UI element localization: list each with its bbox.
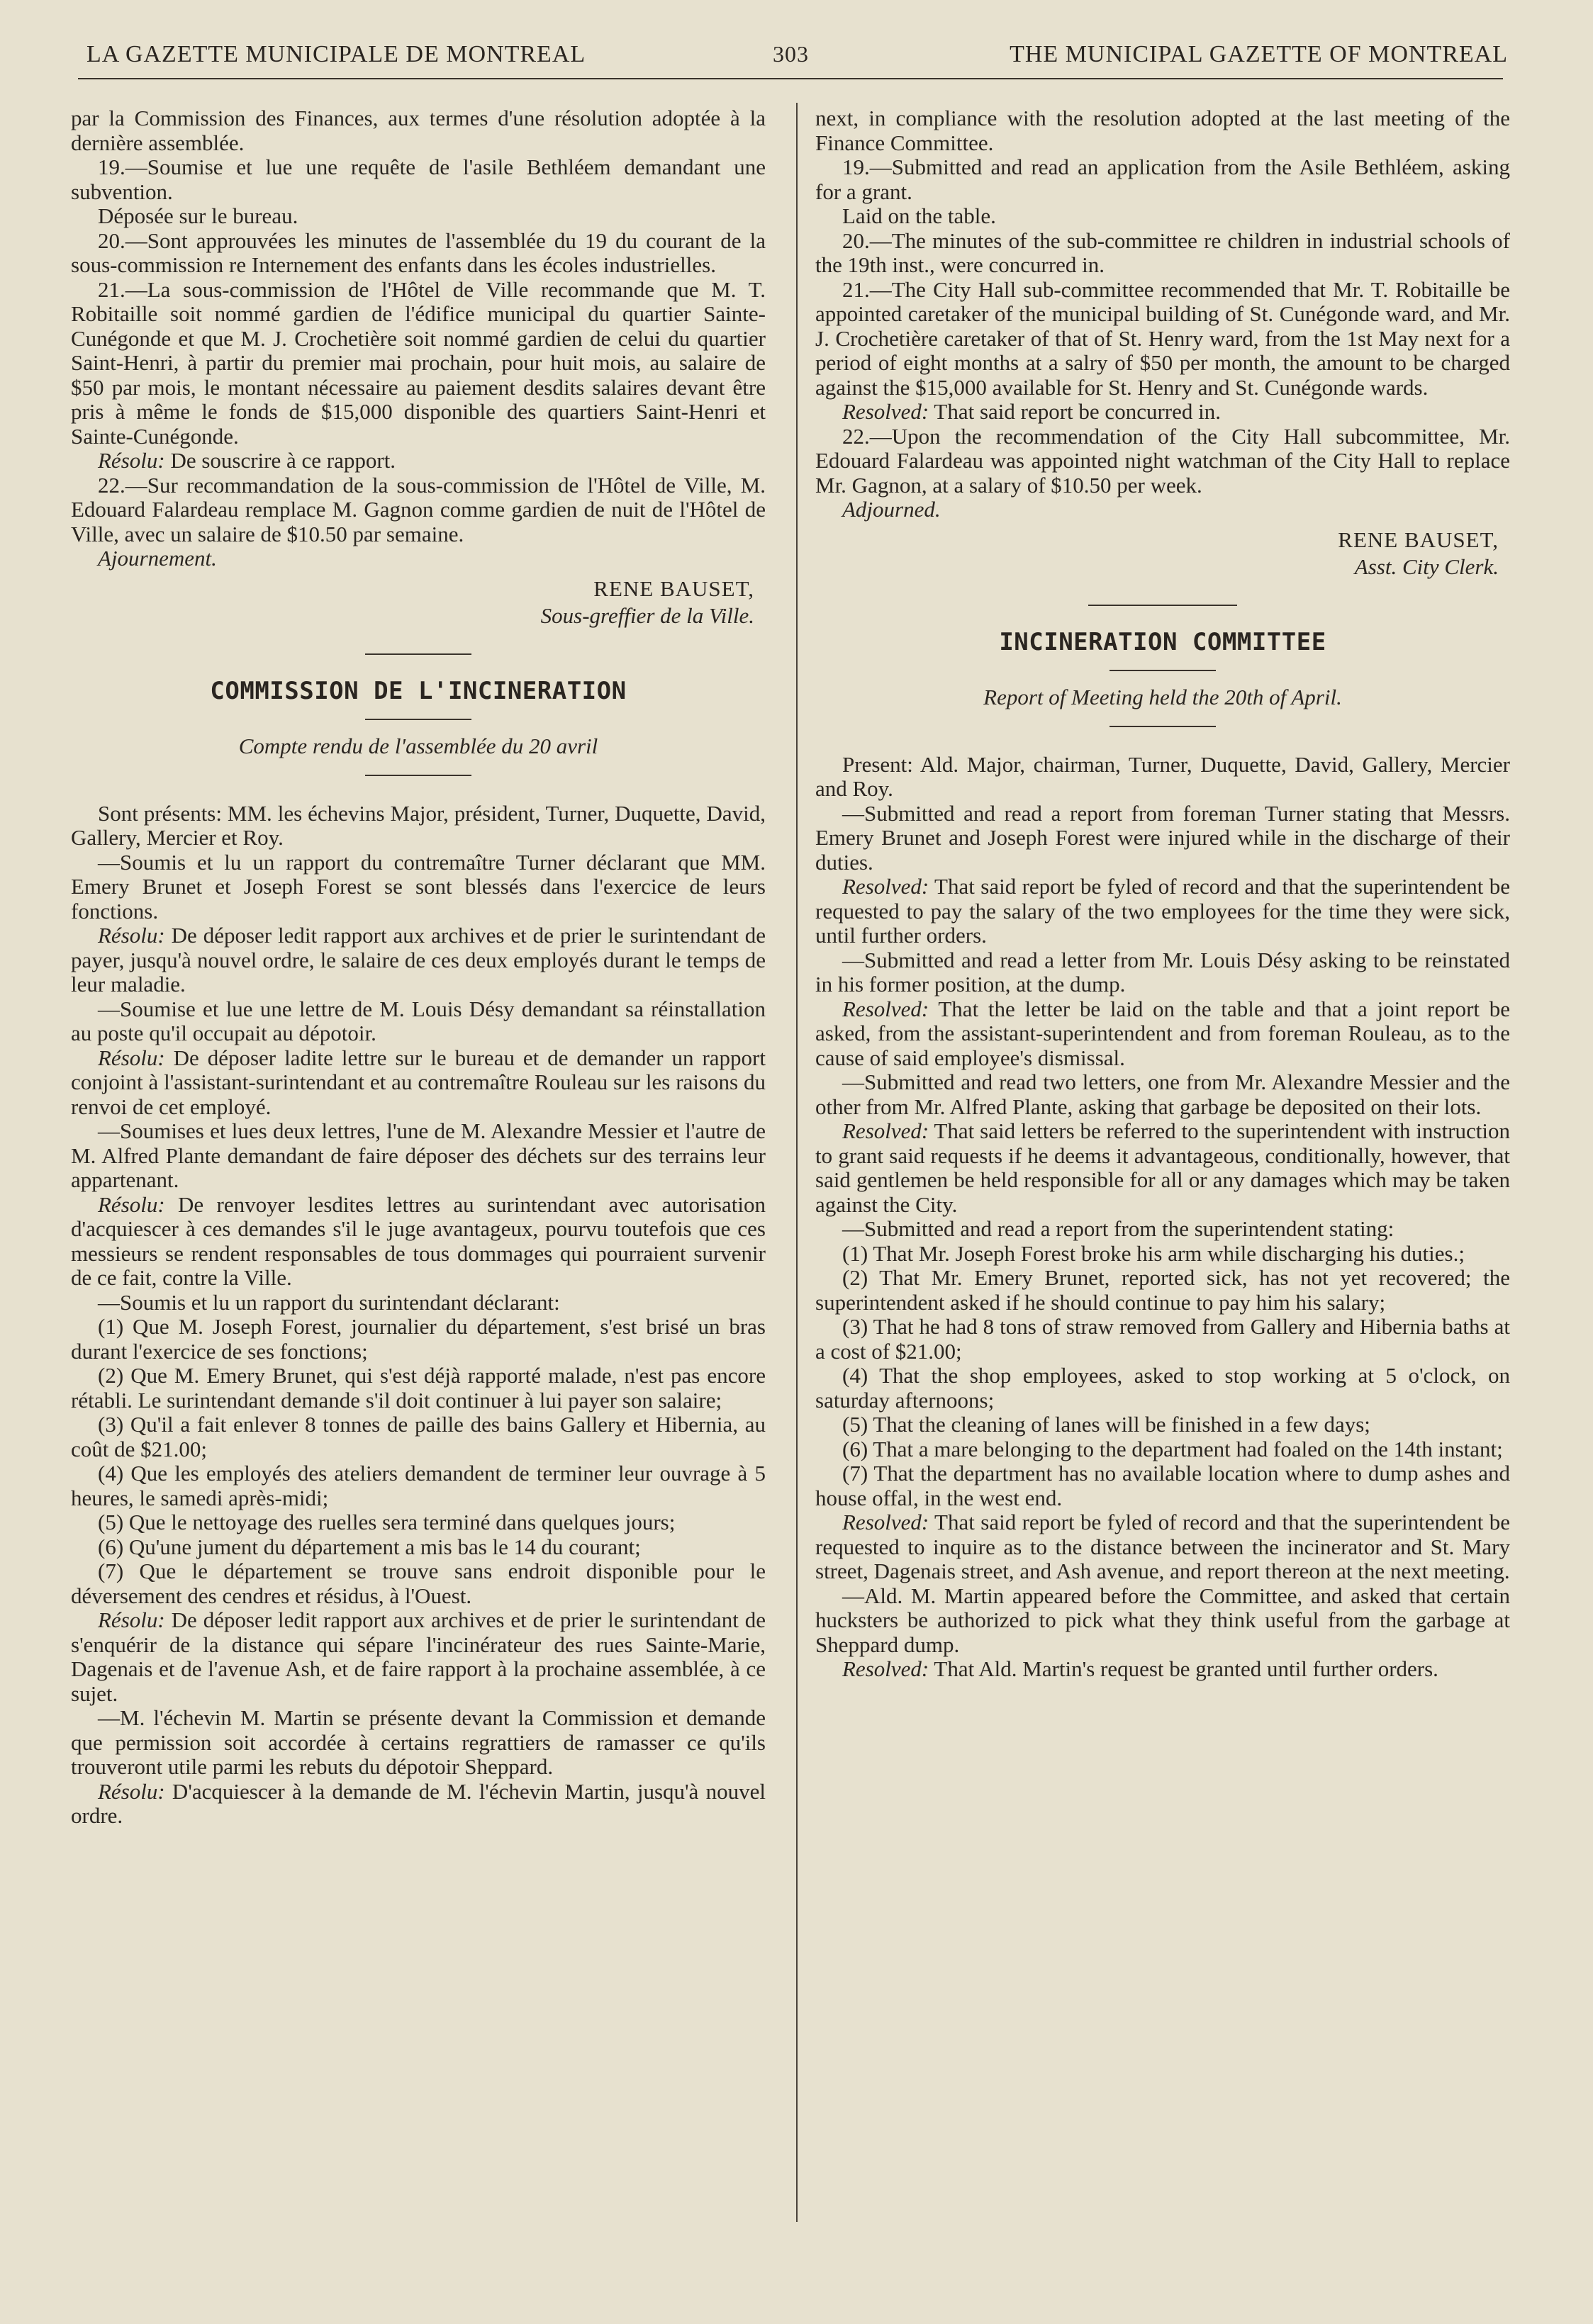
paragraph: —Soumis et lu un rapport du surintendant déclarant: bbox=[98, 1289, 560, 1315]
section-divider bbox=[1109, 726, 1216, 727]
signature-title: Asst. City Clerk. bbox=[1354, 554, 1499, 579]
paragraph: 20.—The minutes of the sub-committee re children in industrial schools of the 19th inst., were concurred in. bbox=[815, 228, 1510, 277]
resolution-text: D'acquiescer à la demande de M. l'échevin Martin, jusqu'à nouvel ordre. bbox=[71, 1778, 766, 1828]
resolution-label: Résolu: bbox=[98, 1778, 165, 1804]
list-item: (6) Qu'une jument du département a mis bas le 14 du courant; bbox=[98, 1534, 641, 1559]
paragraph: 21.—The City Hall sub-committee recommended that Mr. T. Robitaille be appointed caretaker of the municipal building of St. Cunégonde ward, and Mr. J. Crochetière caretaker of that of St. Henry ward, from the 1st May next for a period of eight months at a salry of $50 per month, the amount to be charged against the $15,000 available for St. Henry and St. Cunégonde wards. bbox=[815, 276, 1510, 400]
section-divider bbox=[1088, 605, 1237, 606]
list-item: (4) That the shop employees, asked to stop working at 5 o'clock, on saturday afternoons; bbox=[815, 1363, 1510, 1413]
section-title: INCINERATION COMMITTEE bbox=[999, 627, 1326, 656]
resolution-label: Resolved: bbox=[842, 874, 929, 899]
section-subtitle: Compte rendu de l'assemblée du 20 avril bbox=[238, 734, 598, 758]
paragraph: —Soumise et lue une lettre de M. Louis Désy demandant sa réinstallation au poste qu'il occupait au dépotoir. bbox=[71, 996, 766, 1045]
resolution-paragraph bbox=[71, 449, 766, 473]
list-item: (3) Qu'il a fait enlever 8 tonnes de paille des bains Gallery et Hibernia, au coût de $21.00; bbox=[71, 1412, 766, 1461]
resolution-paragraph bbox=[71, 1193, 766, 1291]
english-column bbox=[815, 106, 1510, 1682]
signature-name: RENE BAUSET, bbox=[1338, 527, 1499, 552]
signature-name: RENE BAUSET, bbox=[593, 576, 754, 601]
adjournment: Adjourned. bbox=[842, 497, 941, 522]
list-item: (1) That Mr. Joseph Forest broke his arm while discharging his duties.; bbox=[842, 1240, 1465, 1266]
list-item: (2) That Mr. Emery Brunet, reported sick, has not yet recovered; the superintendent asked if he should continue to pay him his salary; bbox=[815, 1265, 1510, 1315]
resolution-label: Résolu: bbox=[98, 448, 165, 473]
resolution-label: Résolu: bbox=[98, 1045, 165, 1070]
resolution-paragraph bbox=[815, 1119, 1510, 1217]
resolution-text: De déposer ledit rapport aux archives et de prier le surintendant de s'enquérir de la distance qui sépare l'incinérateur des rues Sainte-Marie, Dagenais et de l'avenue Ash, et de faire rapport à la prochaine assemblée, à ce sujet. bbox=[71, 1607, 766, 1706]
signature-block bbox=[71, 576, 766, 629]
list-item: (2) Que M. Emery Brunet, qui s'est déjà rapporté malade, n'est pas encore rétabli. Le surintendant demande s'il doit continuer à lui payer son salaire; bbox=[71, 1363, 766, 1413]
resolution-paragraph bbox=[815, 875, 1510, 948]
paragraph: 21.—La sous-commission de l'Hôtel de Ville recommande que M. T. Robitaille soit nommé gardien de l'édifice municipal du quartier Sainte-Cunégonde et que M. J. Crochetière soit nommé gardien de celui du quartier Saint-Henri, à partir du premier mai prochain, pour huit mois, au salaire de $50 par mois, le montant nécessaire au paiement desdits salaires devant être pris à même le fonds de $15,000 disponible des quartiers Saint-Henri et Sainte-Cunégonde. bbox=[71, 276, 766, 449]
list-item: (1) Que M. Joseph Forest, journalier du département, s'est brisé un bras durant l'exercice de ses fonctions; bbox=[71, 1314, 766, 1364]
resolution-paragraph bbox=[815, 1657, 1510, 1682]
resolution-text: De déposer ladite lettre sur le bureau et de demander un rapport conjoint à l'assistant-surintendant et au contremaître Rouleau sur les raisons du renvoi de cet employé. bbox=[71, 1045, 766, 1119]
paragraph: 22.—Sur recommandation de la sous-commission de l'Hôtel de Ville, M. Edouard Falardeau remplace M. Gagnon comme gardien de nuit de l'Hôtel de Ville, avec un salaire de $10.50 par semaine. bbox=[71, 472, 766, 546]
paragraph: 19.—Submitted and read an application from the Asile Bethléem, asking for a grant. bbox=[815, 155, 1510, 204]
resolution-paragraph bbox=[71, 1046, 766, 1120]
paragraph: —Submitted and read two letters, one from Mr. Alexandre Messier and the other from Mr. Alfred Plante, asking that garbage be deposited on their lots. bbox=[815, 1070, 1510, 1119]
resolution-label: Résolu: bbox=[98, 1191, 165, 1217]
section-divider bbox=[1109, 670, 1216, 671]
paragraph: —Soumises et lues deux lettres, l'une de M. Alexandre Messier et l'autre de M. Alfred Plante demandant de faire déposer des déchets sur des terrains leur appartenant. bbox=[71, 1118, 766, 1192]
resolution-paragraph bbox=[71, 1780, 766, 1829]
resolution-text: De souscrire à ce rapport. bbox=[164, 448, 396, 473]
paragraph: Present: Ald. Major, chairman, Turner, Duquette, David, Gallery, Mercier and Roy. bbox=[815, 751, 1510, 801]
resolution-label: Resolved: bbox=[842, 1510, 929, 1534]
column-separator bbox=[796, 103, 798, 2222]
resolution-label: Résolu: bbox=[98, 1607, 165, 1632]
list-item: (6) That a mare belonging to the department had foaled on the 14th instant; bbox=[842, 1436, 1503, 1461]
header-rule bbox=[78, 78, 1503, 79]
adjournment: Ajournement. bbox=[98, 546, 217, 571]
section-divider bbox=[365, 775, 471, 776]
resolution-paragraph bbox=[815, 1510, 1510, 1584]
paragraph: —Ald. M. Martin appeared before the Committee, and asked that certain hucksters be authorized to pick what they think useful from the garbage at Sheppard dump. bbox=[815, 1583, 1510, 1657]
paragraph: next, in compliance with the resolution adopted at the last meeting of the Finance Committee. bbox=[815, 106, 1510, 155]
section-subtitle: Report of Meeting held the 20th of April. bbox=[983, 685, 1342, 709]
list-item: (7) That the department has no available location where to dump ashes and house offal, in the west end. bbox=[815, 1461, 1510, 1510]
resolution-paragraph bbox=[815, 400, 1510, 425]
resolution-text: That said report be fyled of record and that the superintendent be requested to pay the salary of the two employees for the time they were sick, until further orders. bbox=[815, 874, 1510, 948]
paragraph: Sont présents: MM. les échevins Major, président, Turner, Duquette, David, Gallery, Mercier et Roy. bbox=[71, 800, 766, 850]
french-column bbox=[71, 106, 766, 1829]
signature-title: Sous-greffier de la Ville. bbox=[540, 602, 754, 628]
paragraph: —Submitted and read a report from foreman Turner stating that Messrs. Emery Brunet and Joseph Forest were injured while in the discharge of their duties. bbox=[815, 800, 1510, 875]
section-divider bbox=[365, 719, 471, 720]
header-english-title: THE MUNICIPAL GAZETTE OF MONTREAL bbox=[1010, 41, 1508, 67]
page-header bbox=[78, 41, 1515, 77]
resolution-text: De déposer ledit rapport aux archives et de prier le surintendant de payer, jusqu'à nouvel ordre, le salaire de ces deux employés durant le temps de leur maladie. bbox=[71, 923, 766, 997]
resolution-label: Resolved: bbox=[842, 996, 929, 1021]
paragraph: —M. l'échevin M. Martin se présente devant la Commission et demande que permission soit accordée à certains regrattiers de ramasser ce qu'ils trouveront utile parmi les rebuts du dépotoir Sheppard. bbox=[71, 1705, 766, 1779]
paragraph: —Soumis et lu un rapport du contremaître Turner déclarant que MM. Emery Brunet et Joseph Forest se sont blessés dans l'exercice de leurs fonctions. bbox=[71, 849, 766, 924]
list-item: (4) Que les employés des ateliers demandent de terminer leur ouvrage à 5 heures, le samedi après-midi; bbox=[71, 1461, 766, 1510]
section-divider bbox=[365, 653, 471, 655]
resolution-paragraph bbox=[71, 924, 766, 997]
resolution-label: Resolved: bbox=[842, 1656, 929, 1681]
list-item: (5) Que le nettoyage des ruelles sera terminé dans quelques jours; bbox=[98, 1510, 676, 1534]
resolution-text: That the letter be laid on the table and that a joint report be asked, from the assistant-superintendent and from foreman Rouleau, as to the cause of said employee's dismissal. bbox=[815, 996, 1510, 1070]
resolution-text: De renvoyer lesdites lettres au surintendant avec autorisation d'acquiescer à ces demandes s'il le juge avantageux, pourvu toutefois que ces messieurs se rendent responsables de tous dommages qui pourraient survenir de ce fait, contre la Ville. bbox=[71, 1191, 766, 1290]
paragraph: —Submitted and read a letter from Mr. Louis Désy asking to be reinstated in his former position, at the dump. bbox=[815, 947, 1510, 997]
list-item: (3) That he had 8 tons of straw removed from Gallery and Hibernia baths at a cost of $21.00; bbox=[815, 1314, 1510, 1364]
resolution-paragraph bbox=[71, 1608, 766, 1706]
resolution-label: Resolved: bbox=[842, 1118, 929, 1143]
resolution-text: That said letters be referred to the superintendent with instruction to grant said requests if he deems it advantageous, conditionally, however, that said gentlemen be held responsible for all or any damages which may be taken against the City. bbox=[815, 1118, 1510, 1217]
resolution-text: That said report be concurred in. bbox=[929, 399, 1221, 424]
paragraph: —Submitted and read a report from the superintendent stating: bbox=[842, 1216, 1394, 1241]
paragraph: 20.—Sont approuvées les minutes de l'assemblée du 19 du courant de la sous-commission re Internement des enfants dans les écoles industrielles. bbox=[71, 228, 766, 277]
signature-block bbox=[815, 527, 1510, 580]
resolution-paragraph bbox=[815, 997, 1510, 1071]
resolution-label: Resolved: bbox=[842, 399, 929, 424]
resolution-text: That Ald. Martin's request be granted until further orders. bbox=[929, 1656, 1438, 1681]
paragraph: par la Commission des Finances, aux termes d'une résolution adoptée à la dernière assemblée. bbox=[71, 106, 766, 155]
resolution-label: Résolu: bbox=[98, 923, 165, 948]
list-item: (7) Que le département se trouve sans endroit disponible pour le déversement des cendres et résidus, à l'Ouest. bbox=[71, 1559, 766, 1608]
resolution-text: That said report be fyled of record and that the superintendent be requested to inquire as to the distance between the incinerator and St. Mary street, Dagenais street, and Ash avenue, and report thereon at the next meeting. bbox=[815, 1510, 1510, 1583]
paragraph: Laid on the table. bbox=[842, 203, 996, 228]
page-number: 303 bbox=[773, 41, 809, 67]
section-title: COMMISSION DE L'INCINERATION bbox=[210, 676, 627, 705]
list-item: (5) That the cleaning of lanes will be finished in a few days; bbox=[842, 1412, 1370, 1437]
paragraph: Déposée sur le bureau. bbox=[98, 203, 298, 228]
paragraph: 22.—Upon the recommendation of the City Hall subcommittee, Mr. Edouard Falardeau was appointed night watchman of the City Hall to replace Mr. Gagnon, at a salary of $10.50 per week. bbox=[815, 423, 1510, 498]
header-french-title: LA GAZETTE MUNICIPALE DE MONTREAL bbox=[86, 41, 586, 67]
paragraph: 19.—Soumise et lue une requête de l'asile Bethléem demandant une subvention. bbox=[71, 155, 766, 204]
